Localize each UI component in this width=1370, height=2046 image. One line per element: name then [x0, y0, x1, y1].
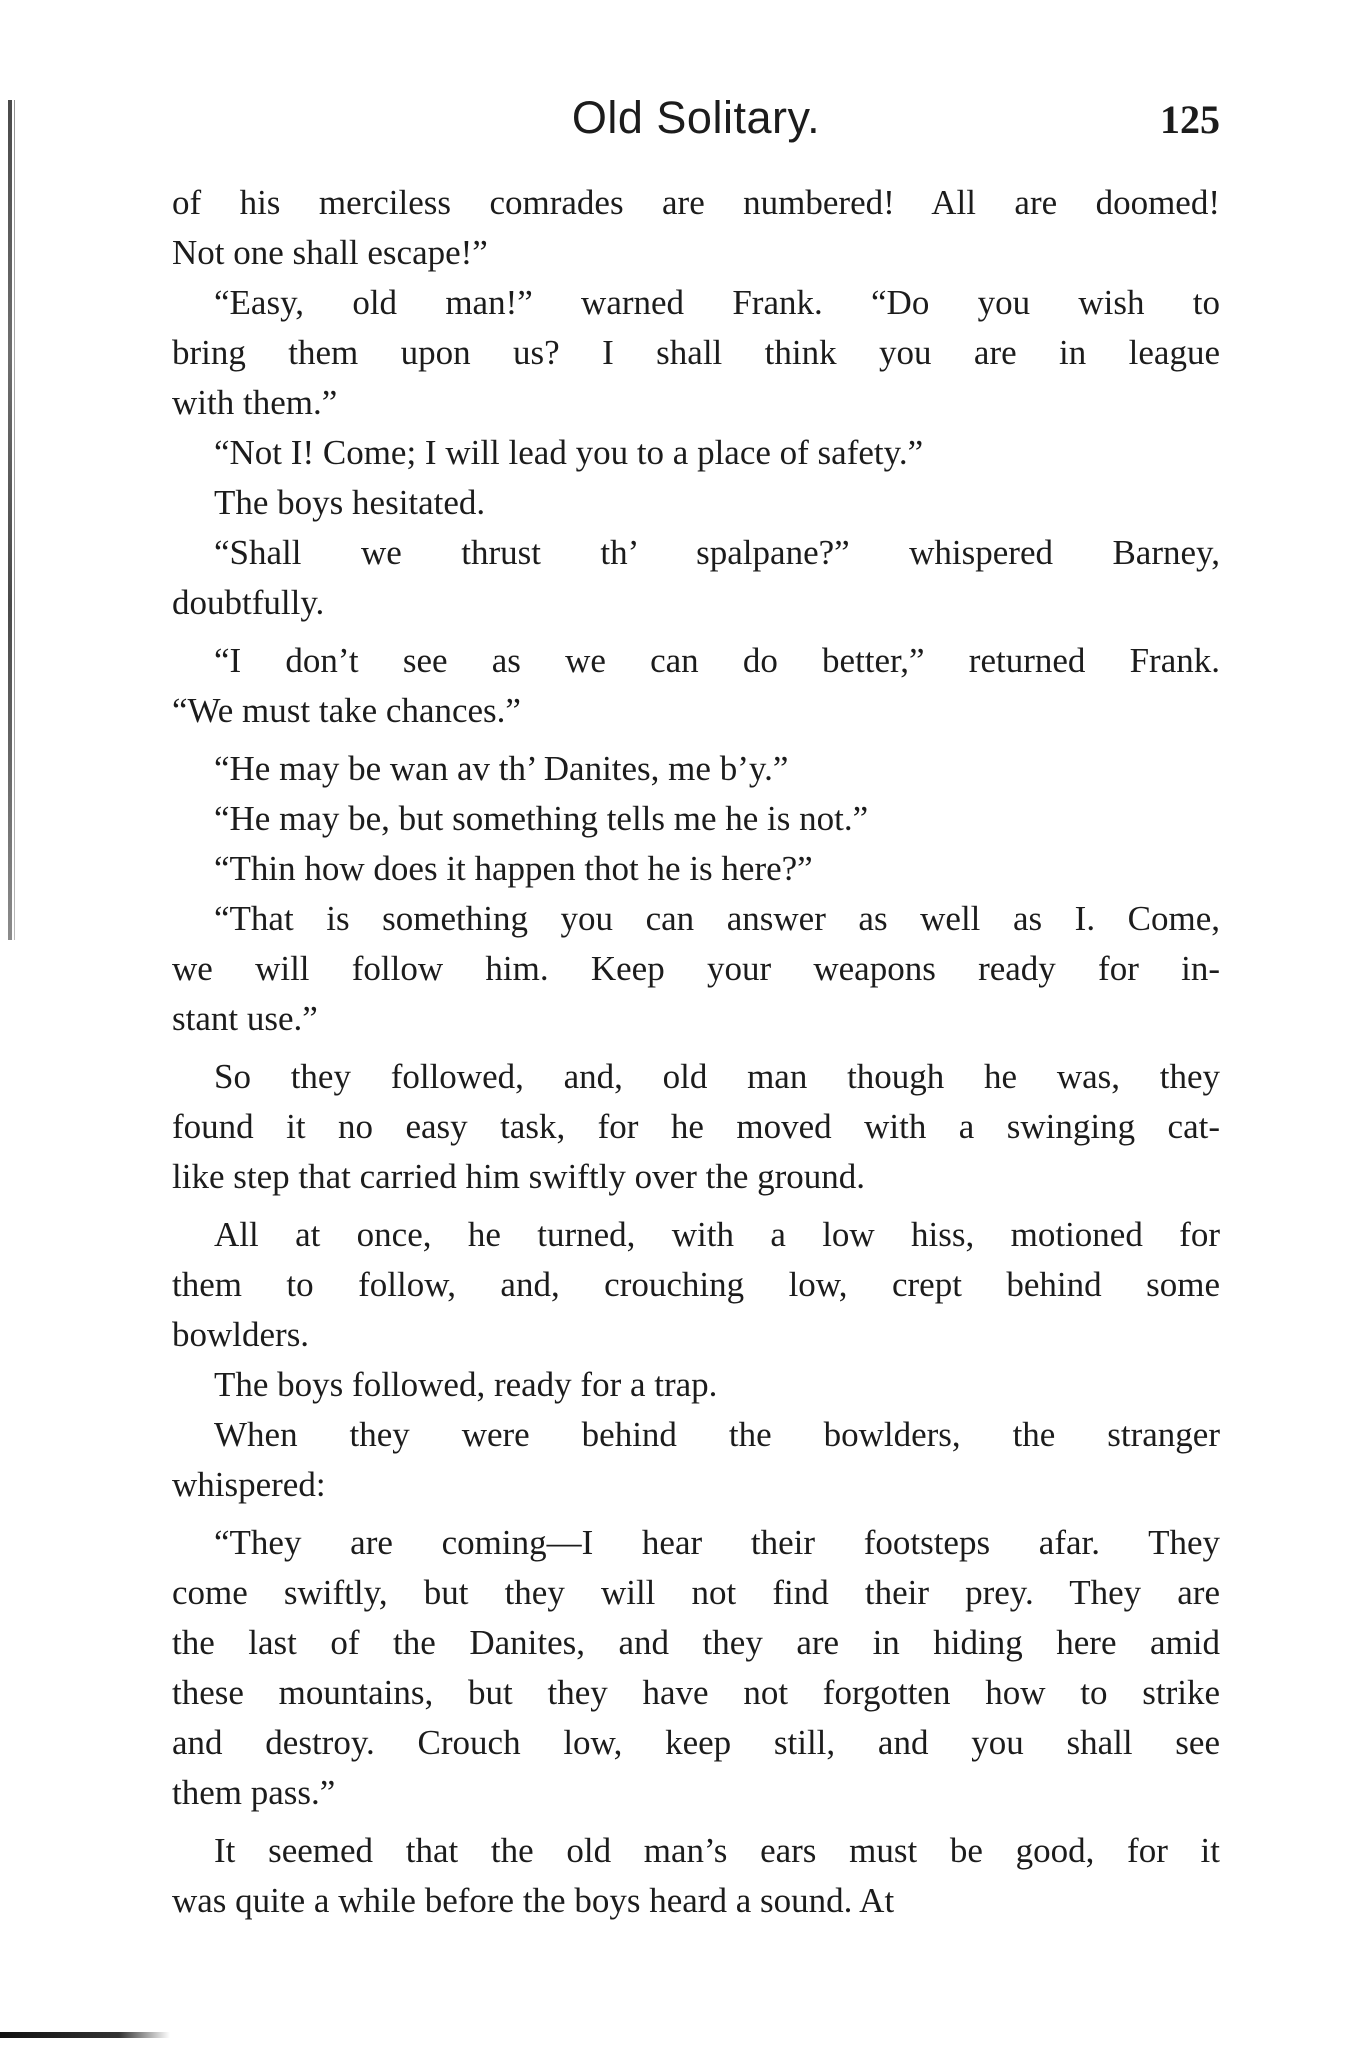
- text-line: “He may be wan av th’ Danites, me b’y.”: [214, 749, 789, 788]
- text-line: found it no easy task, for he moved with a swinging cat-: [172, 1107, 1220, 1146]
- text-line: like step that carried him swiftly over the ground.: [172, 1157, 866, 1196]
- page-edge-smudge: [0, 2032, 170, 2038]
- text-line: “Thin how does it happen thot he is here?”: [214, 849, 813, 888]
- text-line: we will follow him. Keep your weapons ready for in-: [172, 949, 1220, 988]
- page-number: 125: [1160, 97, 1220, 142]
- text-line: “They are coming—I hear their footsteps afar. They: [214, 1523, 1220, 1562]
- paragraph: [172, 178, 1220, 278]
- text-line: bowlders.: [172, 1315, 310, 1354]
- binding-edge-shadow: [8, 100, 12, 940]
- paragraph: [172, 844, 1220, 894]
- paragraph: [172, 1826, 1220, 1926]
- text-line: “I don’t see as we can do better,” returned Frank.: [214, 641, 1220, 680]
- paragraph: [172, 1410, 1220, 1510]
- text-line: “Easy, old man!” warned Frank. “Do you wish to: [214, 283, 1220, 322]
- paragraph: [172, 1360, 1220, 1410]
- text-line: It seemed that the old man’s ears must be good, for it: [214, 1831, 1220, 1870]
- paragraph: [172, 278, 1220, 428]
- text-line: “That is something you can answer as well as I. Come,: [214, 899, 1220, 938]
- paragraph: [172, 636, 1220, 736]
- text-line: So they followed, and, old man though he was, they: [214, 1057, 1220, 1096]
- text-line: and destroy. Crouch low, keep still, and you shall see: [172, 1723, 1220, 1762]
- paragraph: [172, 794, 1220, 844]
- paragraph: [172, 478, 1220, 528]
- text-line: come swiftly, but they will not find their prey. They are: [172, 1573, 1220, 1612]
- paragraph: [172, 1210, 1220, 1360]
- text-line: them to follow, and, crouching low, crept behind some: [172, 1265, 1220, 1304]
- text-line: them pass.”: [172, 1773, 336, 1812]
- text-line: bring them upon us? I shall think you are in league: [172, 333, 1220, 372]
- paragraph: [172, 428, 1220, 478]
- body-text: [172, 178, 1220, 1926]
- paragraph: [172, 528, 1220, 628]
- text-line: Not one shall escape!”: [172, 233, 488, 272]
- text-line: “Not I! Come; I will lead you to a place of safety.”: [214, 433, 924, 472]
- running-head: [172, 88, 1220, 158]
- text-line: “We must take chances.”: [172, 691, 521, 730]
- text-line: When they were behind the bowlders, the stranger: [214, 1415, 1220, 1454]
- running-title: Old Solitary.: [571, 92, 821, 143]
- text-line: “Shall we thrust th’ spalpane?” whispered Barney,: [214, 533, 1220, 572]
- text-line: stant use.”: [172, 999, 318, 1038]
- text-line: The boys hesitated.: [214, 483, 486, 522]
- paragraph: [172, 1052, 1220, 1202]
- paragraph: [172, 744, 1220, 794]
- text-line: All at once, he turned, with a low hiss, motioned for: [214, 1215, 1220, 1254]
- text-line: with them.”: [172, 383, 338, 422]
- paragraph: [172, 894, 1220, 1044]
- text-line: The boys followed, ready for a trap.: [214, 1365, 718, 1404]
- text-line: the last of the Danites, and they are in hiding here amid: [172, 1623, 1220, 1662]
- text-line: whispered:: [172, 1465, 326, 1504]
- binding-edge-line: [14, 100, 15, 940]
- text-line: “He may be, but something tells me he is not.”: [214, 799, 869, 838]
- text-line: these mountains, but they have not forgotten how to strike: [172, 1673, 1220, 1712]
- text-line: was quite a while before the boys heard a sound. At: [172, 1881, 895, 1920]
- text-line: of his merciless comrades are numbered! All are doomed!: [172, 183, 1220, 222]
- paragraph: [172, 1518, 1220, 1818]
- text-line: doubtfully.: [172, 583, 325, 622]
